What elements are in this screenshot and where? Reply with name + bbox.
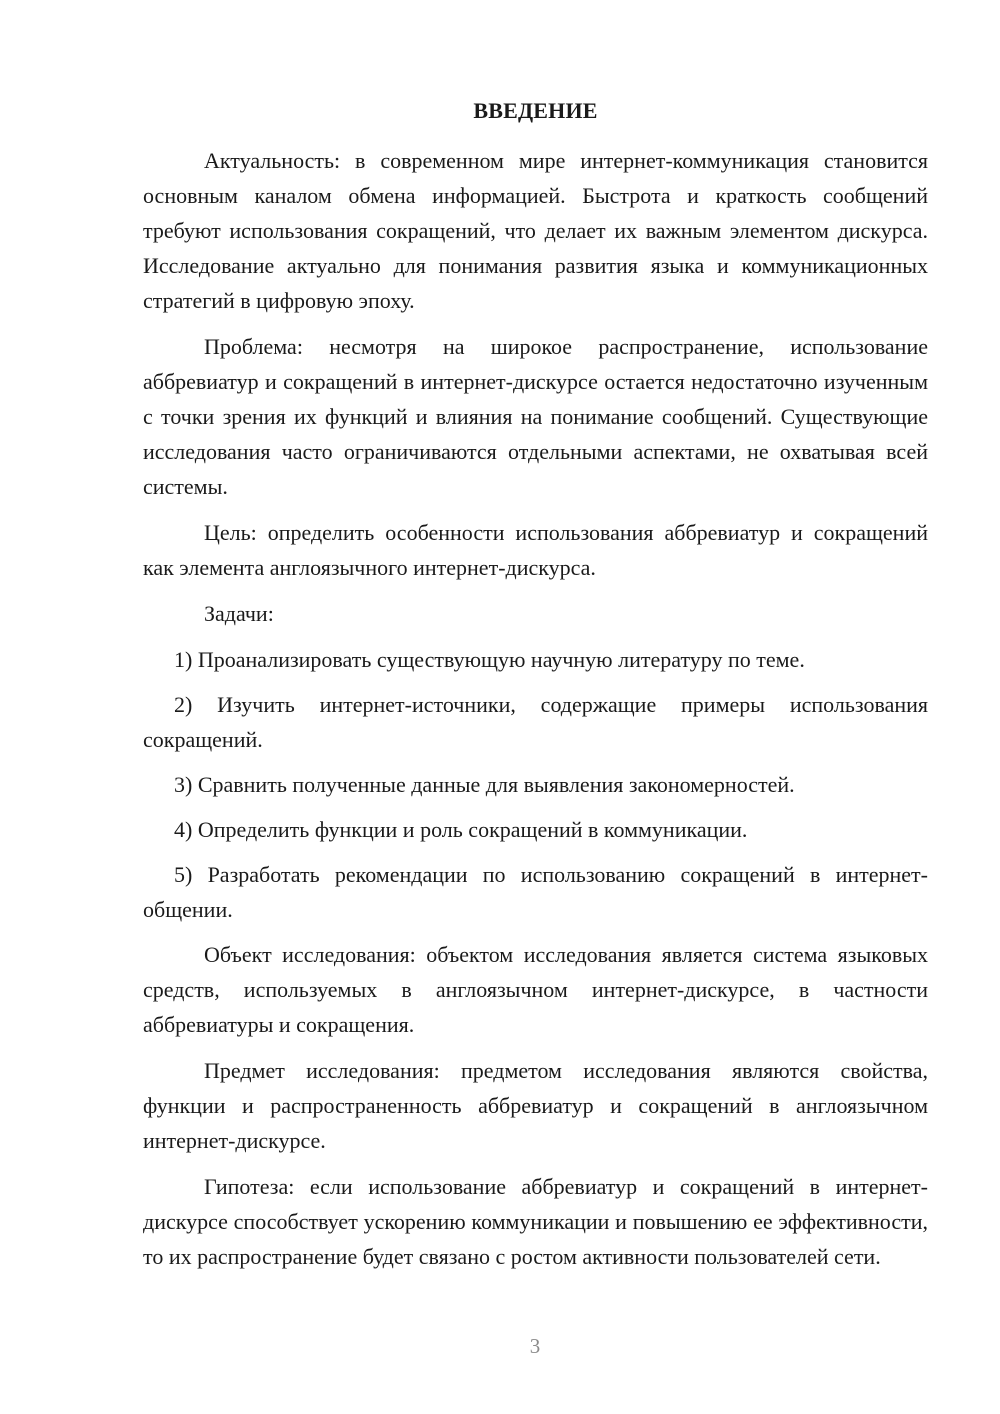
paragraph-hypothesis: Гипотеза: если использование аббревиатур и сокращений в интернет-дискурсе способствует ускорению коммуникации и повышению ее эффективности, то их распространение будет связано с ростом активности пользователей сети. [143,1174,928,1269]
paragraph-subject: Предмет исследования: предметом исследования являются свойства, функции и распространенность аббревиатур и сокращений в англоязычном интернет-дискурсе. [143,1058,928,1153]
page-title: ВВЕДЕНИЕ [473,98,598,123]
task-item-3: 3) Сравнить полученные данные для выявления закономерностей. [174,772,795,797]
paragraph-relevance: Актуальность: в современном мире интернет-коммуникация становится основным каналом обмена информацией. Быстрота и краткость сообщений требуют использования сокращений, что делает их важным элементом дискурса. Исследование актуально для понимания развития языка и коммуникационных стратегий в цифровую эпоху. [143,148,928,313]
task-item-2: 2) Изучить интернет-источники, содержащие примеры использования сокращений. [143,692,928,752]
task-item-5: 5) Разработать рекомендации по использованию сокращений в интернет-общении. [143,862,928,922]
paragraph-problem: Проблема: несмотря на широкое распространение, использование аббревиатур и сокращений в интернет-дискурсе остается недостаточно изученным с точки зрения их функций и влияния на понимание сообщений. Существующие исследования часто ограничиваются отдельными аспектами, не охватывая всей системы. [143,334,928,499]
task-item-4: 4) Определить функции и роль сокращений в коммуникации. [174,817,748,842]
paragraph-object: Объект исследования: объектом исследования является система языковых средств, используемых в англоязычном интернет-дискурсе, в частности аббревиатуры и сокращения. [143,942,928,1037]
paragraph-goal: Цель: определить особенности использования аббревиатур и сокращений как элемента англоязычного интернет-дискурса. [143,520,928,580]
page-content [143,96,928,1285]
task-item-1: 1) Проанализировать существующую научную литературу по теме. [174,647,805,672]
page-number: 3 [529,1334,541,1358]
tasks-label: Задачи: [204,601,274,626]
